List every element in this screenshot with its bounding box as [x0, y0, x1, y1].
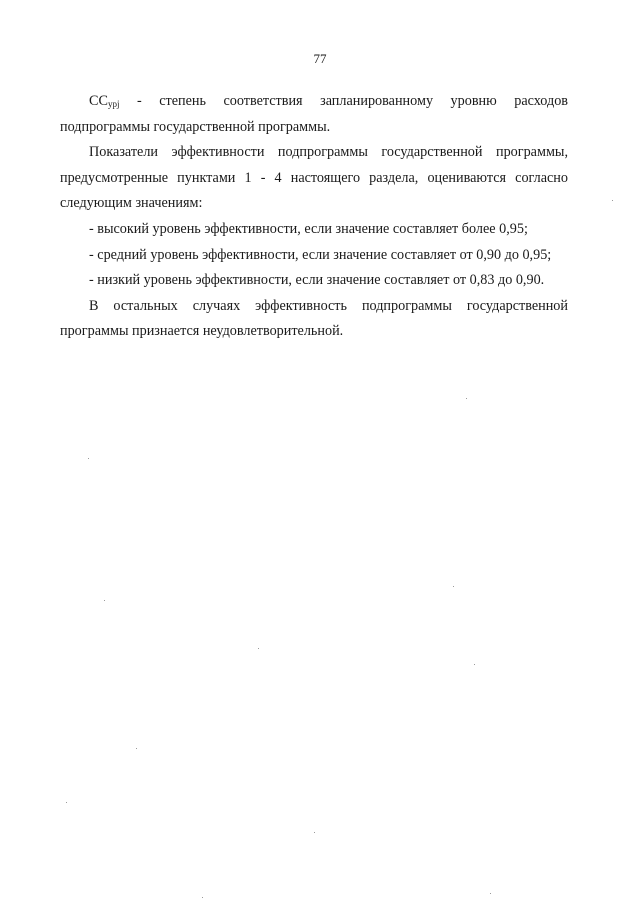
cc-definition-text: - степень соответствия запланированному уровню расходов подпрограммы государственной программы. — [60, 93, 568, 135]
scan-speck — [314, 832, 315, 833]
scan-speck — [490, 893, 491, 894]
scan-speck — [612, 200, 613, 201]
body-text — [60, 89, 568, 345]
paragraph-indicators: Показатели эффективности подпрограммы государственной программы, предусмотренные пунктами 1 - 4 настоящего раздела, оцениваются согласно следующим значениям: — [60, 144, 568, 212]
scan-speck — [202, 897, 203, 898]
paragraph-medium-level: - средний уровень эффективности, если значение составляет от 0,90 до 0,95; — [89, 246, 552, 263]
scan-speck — [104, 600, 105, 601]
cc-symbol: CC — [89, 93, 108, 109]
scan-speck — [453, 586, 454, 587]
scan-speck — [466, 398, 467, 399]
scan-speck — [258, 648, 259, 649]
paragraph-cc-definition — [60, 89, 568, 140]
cc-subscript: урj — [107, 99, 120, 109]
scan-speck — [474, 664, 475, 665]
page-number: 77 — [313, 51, 327, 66]
scan-speck — [88, 458, 89, 459]
paragraph-high-level: - высокий уровень эффективности, если значение составляет более 0,95; — [89, 220, 528, 237]
scan-speck — [136, 748, 137, 749]
scan-speck — [66, 802, 67, 803]
paragraph-low-level: - низкий уровень эффективности, если значение составляет от 0,83 до 0,90. — [89, 272, 545, 289]
paragraph-other-cases: В остальных случаях эффективность подпрограммы государственной программы признается неудовлетворительной. — [60, 297, 568, 340]
